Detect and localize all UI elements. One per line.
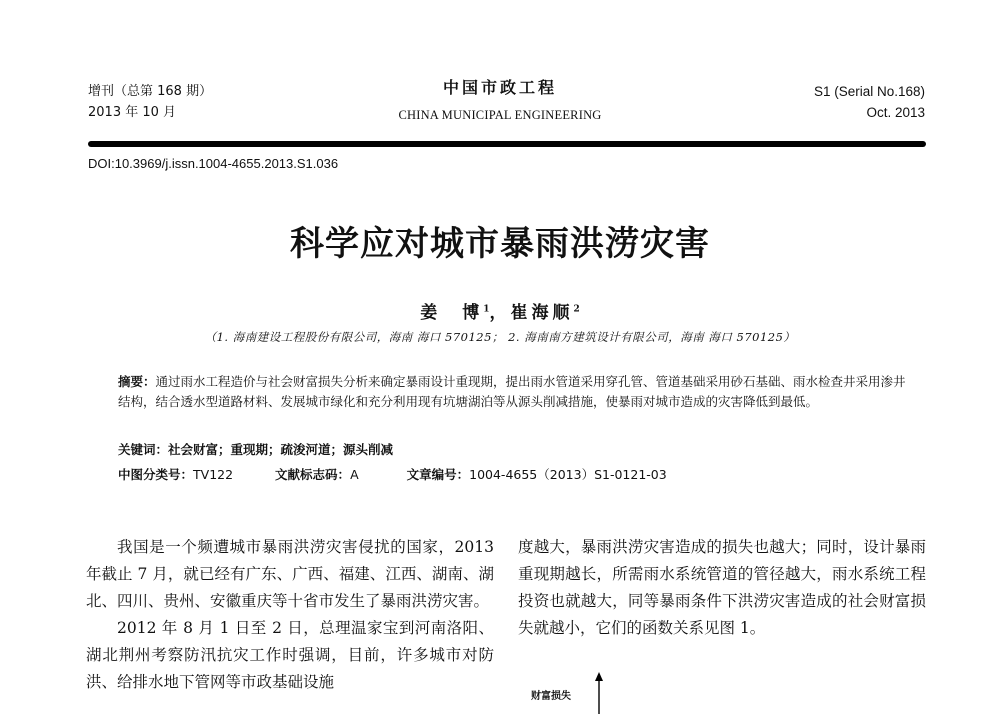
body-column-left — [86, 534, 494, 696]
figure-y-axis-arrow — [593, 672, 605, 714]
paragraph: 度越大，暴雨洪涝灾害造成的损失也越大；同时，设计暴雨重现期越长，所需雨水系统管道的管径越大，雨水系统工程投资也就越大，同等暴雨条件下洪涝灾害造成的社会财富损失就越小，它们的函数关系见图 1。 — [518, 538, 926, 637]
abstract — [118, 372, 918, 412]
header-rule — [88, 141, 926, 147]
doc-code-label: 文献标志码： — [275, 467, 351, 482]
serial-number: S1 (Serial No.168) — [813, 84, 925, 99]
author-2-affil-mark: 2 — [573, 304, 580, 315]
issue-date: 2013 年 10 月 — [88, 105, 177, 120]
clc-value: TV122 — [193, 467, 234, 482]
keywords-label: 关键词： — [118, 442, 169, 457]
classification-line — [118, 465, 667, 483]
article-id-value: 1004-4655（2013）S1-0121-03 — [469, 467, 667, 482]
header-right — [814, 81, 925, 123]
paragraph: 我国是一个频遭城市暴雨洪涝灾害侵扰的国家，2013 年截止 7 月，就已经有广东、广西、福建、江西、湖南、湖北、四川、贵州、安徽重庆等十省市发生了暴雨洪涝灾害。 — [86, 538, 494, 610]
author-1-affil-mark: 1 — [483, 304, 490, 315]
issue-number: 增刊（总第 168 期） — [88, 84, 213, 99]
article-id-label: 文章编号： — [406, 467, 470, 482]
abstract-label: 摘要： — [118, 374, 156, 389]
keywords — [118, 440, 393, 458]
abstract-text: 通过雨水工程造价与社会财富损失分析来确定暴雨设计重现期，提出雨水管道采用穿孔管、管道基础采用砂石基础、雨水检查井采用渗井结构，结合透水型道路材料、发展城市绿化和充分利用现有坑塘湖泊等从源头削减措施，使暴雨对城市造成的灾害降低到最低。 — [118, 374, 906, 409]
body-column-right — [518, 534, 926, 642]
doc-code-value: A — [350, 467, 359, 482]
figure-y-axis-label: 财富损失 — [531, 691, 571, 702]
author-2: 崔海顺 — [510, 303, 574, 323]
author-separator: ， — [489, 303, 511, 323]
affiliations: （1. 海南建设工程股份有限公司，海南 海口 570125； 2. 海南南方建筑设计有限公司，海南 海口 570125） — [204, 330, 796, 344]
article-title: 科学应对城市暴雨洪涝灾害 — [290, 224, 710, 264]
author-1: 姜 博 — [420, 303, 484, 323]
keywords-text: 社会财富；重现期；疏浚河道；源头削减 — [168, 442, 394, 457]
journal-name-cn: 中国市政工程 — [442, 78, 557, 97]
paragraph: 2012 年 8 月 1 日至 2 日，总理温家宝到河南洛阳、湖北荆州考察防汛抗灾工作时强调，目前，许多城市对防洪、给排水地下管网等市政基础设施 — [86, 619, 494, 691]
clc-label: 中图分类号： — [118, 467, 194, 482]
author-line — [0, 298, 1000, 323]
doi[interactable]: DOI:10.3969/j.issn.1004-4655.2013.S1.036 — [88, 156, 339, 171]
journal-name-en: CHINA MUNICIPAL ENGINEERING — [398, 108, 602, 122]
issue-date-en: Oct. 2013 — [866, 105, 925, 120]
